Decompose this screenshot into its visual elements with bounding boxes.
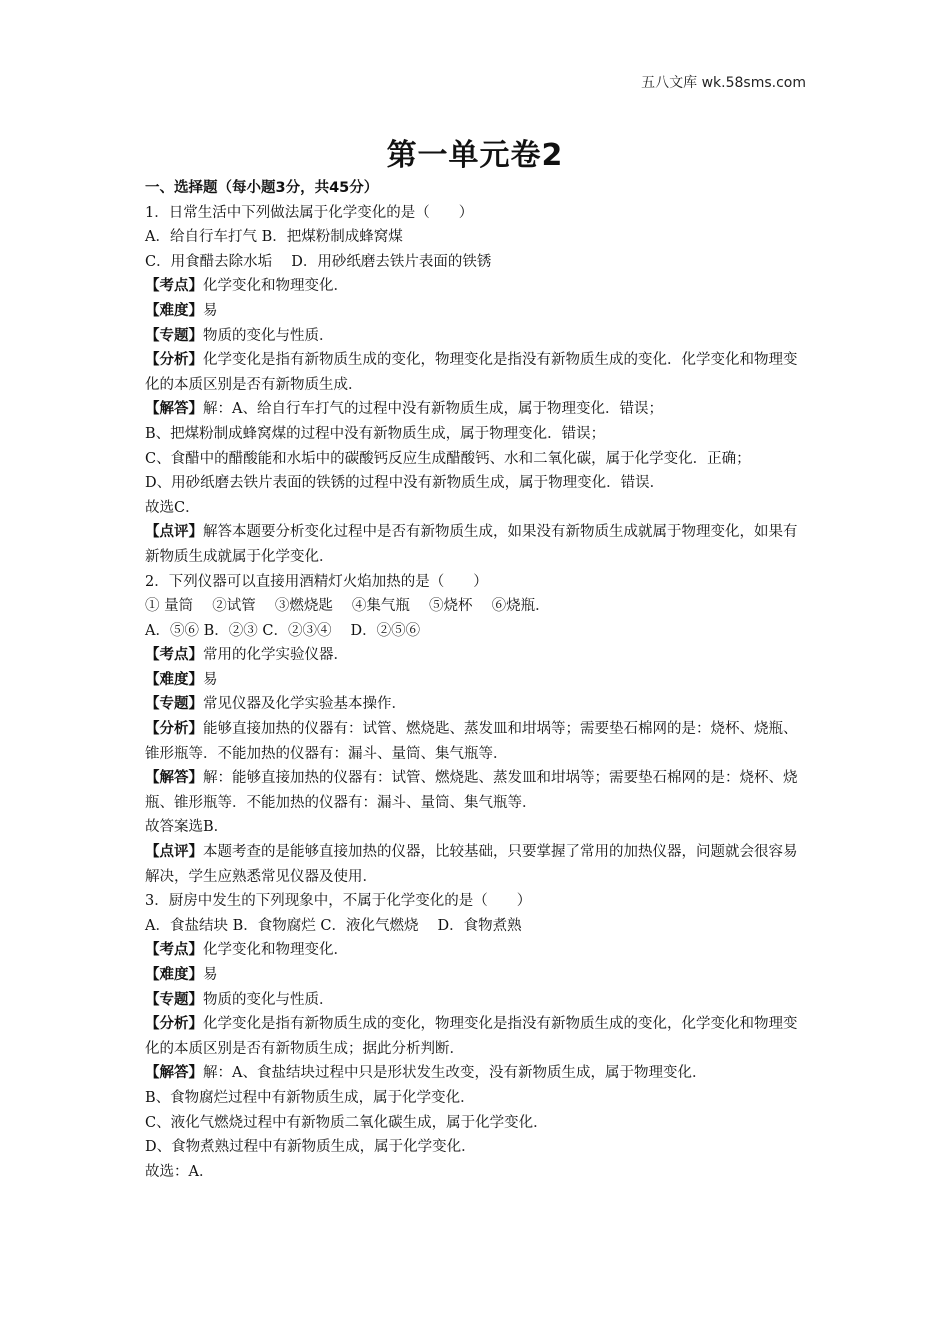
section-heading: 一、选择题（每小题3分，共45分）: [145, 180, 379, 196]
zhuanti-row: [145, 988, 810, 1013]
fenxi-label: 【分析】: [145, 352, 203, 369]
question-stem: 2．下列仪器可以直接用酒精灯火焰加热的是（ ）: [145, 573, 488, 590]
nandu-text: 易: [203, 302, 218, 319]
jieda-line: 故选C．: [145, 499, 200, 516]
zhuanti-text: 常见仪器及化学实验基本操作．: [203, 696, 406, 713]
jieda-line: D、食物煮熟过程中有新物质生成，属于化学变化．: [145, 1139, 476, 1156]
nandu-row: [145, 668, 810, 693]
jieda-text: 解：A、食盐结块过程中只是形状发生改变，没有新物质生成，属于物理变化．: [203, 1065, 707, 1082]
page-title: 第一单元卷2: [386, 138, 564, 173]
fenxi-text: 化学变化是指有新物质生成的变化，物理变化是指没有新物质生成的变化，化学变化和物理变化的本质区别是否有新物质生成；据此分析判断．: [145, 1016, 798, 1057]
kaodian-row: [145, 938, 810, 963]
zhuanti-text: 物质的变化与性质．: [203, 991, 334, 1008]
kaodian-text: 化学变化和物理变化．: [203, 942, 348, 959]
kaodian-label: 【考点】: [145, 647, 203, 664]
jieda-label: 【解答】: [145, 1065, 203, 1082]
question-2: [145, 570, 810, 890]
kaodian-row: [145, 643, 810, 668]
kaodian-label: 【考点】: [145, 278, 203, 295]
fenxi-text: 化学变化是指有新物质生成的变化，物理变化是指没有新物质生成的变化．化学变化和物理变化的本质区别是否有新物质生成．: [145, 352, 798, 393]
fenxi-row: [145, 1012, 810, 1061]
question-option: A．给自行车打气 B．把煤粉制成蜂窝煤: [145, 229, 403, 246]
question-option: A．食盐结块 B．食物腐烂 C．液化气燃烧 D．食物煮熟: [145, 917, 522, 934]
fenxi-label: 【分析】: [145, 721, 203, 738]
jieda-line: 故选：A．: [145, 1163, 214, 1180]
jieda-label: 【解答】: [145, 770, 203, 787]
nandu-text: 易: [203, 967, 218, 983]
jieda-line: C、食醋中的醋酸能和水垢中的碳酸钙反应生成醋酸钙、水和二氧化碳，属于化学变化．正确；: [145, 450, 751, 467]
question-1: [145, 201, 810, 570]
nandu-label: 【难度】: [145, 671, 203, 688]
question-option: C．用食醋去除水垢 D．用砂纸磨去铁片表面的铁锈: [145, 253, 492, 270]
nandu-row: [145, 299, 810, 324]
jieda-text: 解：A、给自行车打气的过程中没有新物质生成，属于物理变化．错误；: [203, 401, 663, 418]
jieda-text: 解：能够直接加热的仪器有：试管、燃烧匙、蒸发皿和坩埚等；需要垫石棉网的是：烧杯、烧瓶、锥形瓶等．不能加热的仪器有：漏斗、量筒、集气瓶等．: [145, 770, 798, 811]
jieda-row: [145, 1061, 810, 1086]
zhuanti-text: 物质的变化与性质．: [203, 327, 334, 344]
question-stem: 3．厨房中发生的下列现象中，不属于化学变化的是（ ）: [145, 893, 532, 910]
kaodian-text: 常用的化学实验仪器．: [203, 647, 348, 664]
fenxi-label: 【分析】: [145, 1016, 203, 1033]
jieda-line: C、液化气燃烧过程中有新物质二氧化碳生成，属于化学变化．: [145, 1114, 548, 1131]
nandu-text: 易: [203, 671, 218, 688]
jieda-row: [145, 766, 810, 815]
kaodian-text: 化学变化和物理变化．: [203, 278, 348, 295]
zhuanti-label: 【专题】: [145, 991, 203, 1008]
fenxi-row: [145, 348, 810, 397]
jieda-line: B、食物腐烂过程中有新物质生成，属于化学变化．: [145, 1089, 475, 1106]
question-option: A．⑤⑥ B．②③ C．②③④ D．②⑤⑥: [145, 622, 421, 639]
dianping-label: 【点评】: [145, 524, 203, 541]
jieda-label: 【解答】: [145, 401, 203, 418]
fenxi-row: [145, 717, 810, 766]
nandu-label: 【难度】: [145, 302, 203, 319]
dianping-text: 解答本题要分析变化过程中是否有新物质生成，如果没有新物质生成就属于物理变化，如果有新物质生成就属于化学变化．: [145, 524, 798, 565]
site-header: 五八文库 wk.58sms.com: [641, 75, 806, 91]
zhuanti-label: 【专题】: [145, 327, 203, 344]
dianping-text: 本题考查的是能够直接加热的仪器，比较基础，只要掌握了常用的加热仪器，问题就会很容易解决，学生应熟悉常见仪器及使用．: [145, 844, 798, 885]
jieda-row: [145, 397, 810, 422]
jieda-line: B、把煤粉制成蜂窝煤的过程中没有新物质生成，属于物理变化．错误；: [145, 425, 606, 442]
question-stem: 1．日常生活中下列做法属于化学变化的是（ ）: [145, 204, 474, 221]
kaodian-row: [145, 274, 810, 299]
dianping-label: 【点评】: [145, 844, 203, 861]
zhuanti-label: 【专题】: [145, 696, 203, 713]
dianping-row: [145, 840, 810, 889]
document-body: [145, 176, 810, 1184]
jieda-line: 故答案选B．: [145, 819, 229, 836]
nandu-row: [145, 963, 810, 988]
zhuanti-row: [145, 692, 810, 717]
nandu-label: 【难度】: [145, 967, 203, 983]
question-option: ① 量筒 ②试管 ③燃烧匙 ④集气瓶 ⑤烧杯 ⑥烧瓶．: [145, 598, 550, 615]
fenxi-text: 能够直接加热的仪器有：试管、燃烧匙、蒸发皿和坩埚等；需要垫石棉网的是：烧杯、烧瓶、锥形瓶等．不能加热的仪器有：漏斗、量筒、集气瓶等．: [145, 721, 798, 762]
dianping-row: [145, 520, 810, 569]
zhuanti-row: [145, 324, 810, 349]
question-3: [145, 889, 810, 1184]
kaodian-label: 【考点】: [145, 942, 203, 959]
jieda-line: D、用砂纸磨去铁片表面的铁锈的过程中没有新物质生成，属于物理变化．错误．: [145, 475, 665, 492]
